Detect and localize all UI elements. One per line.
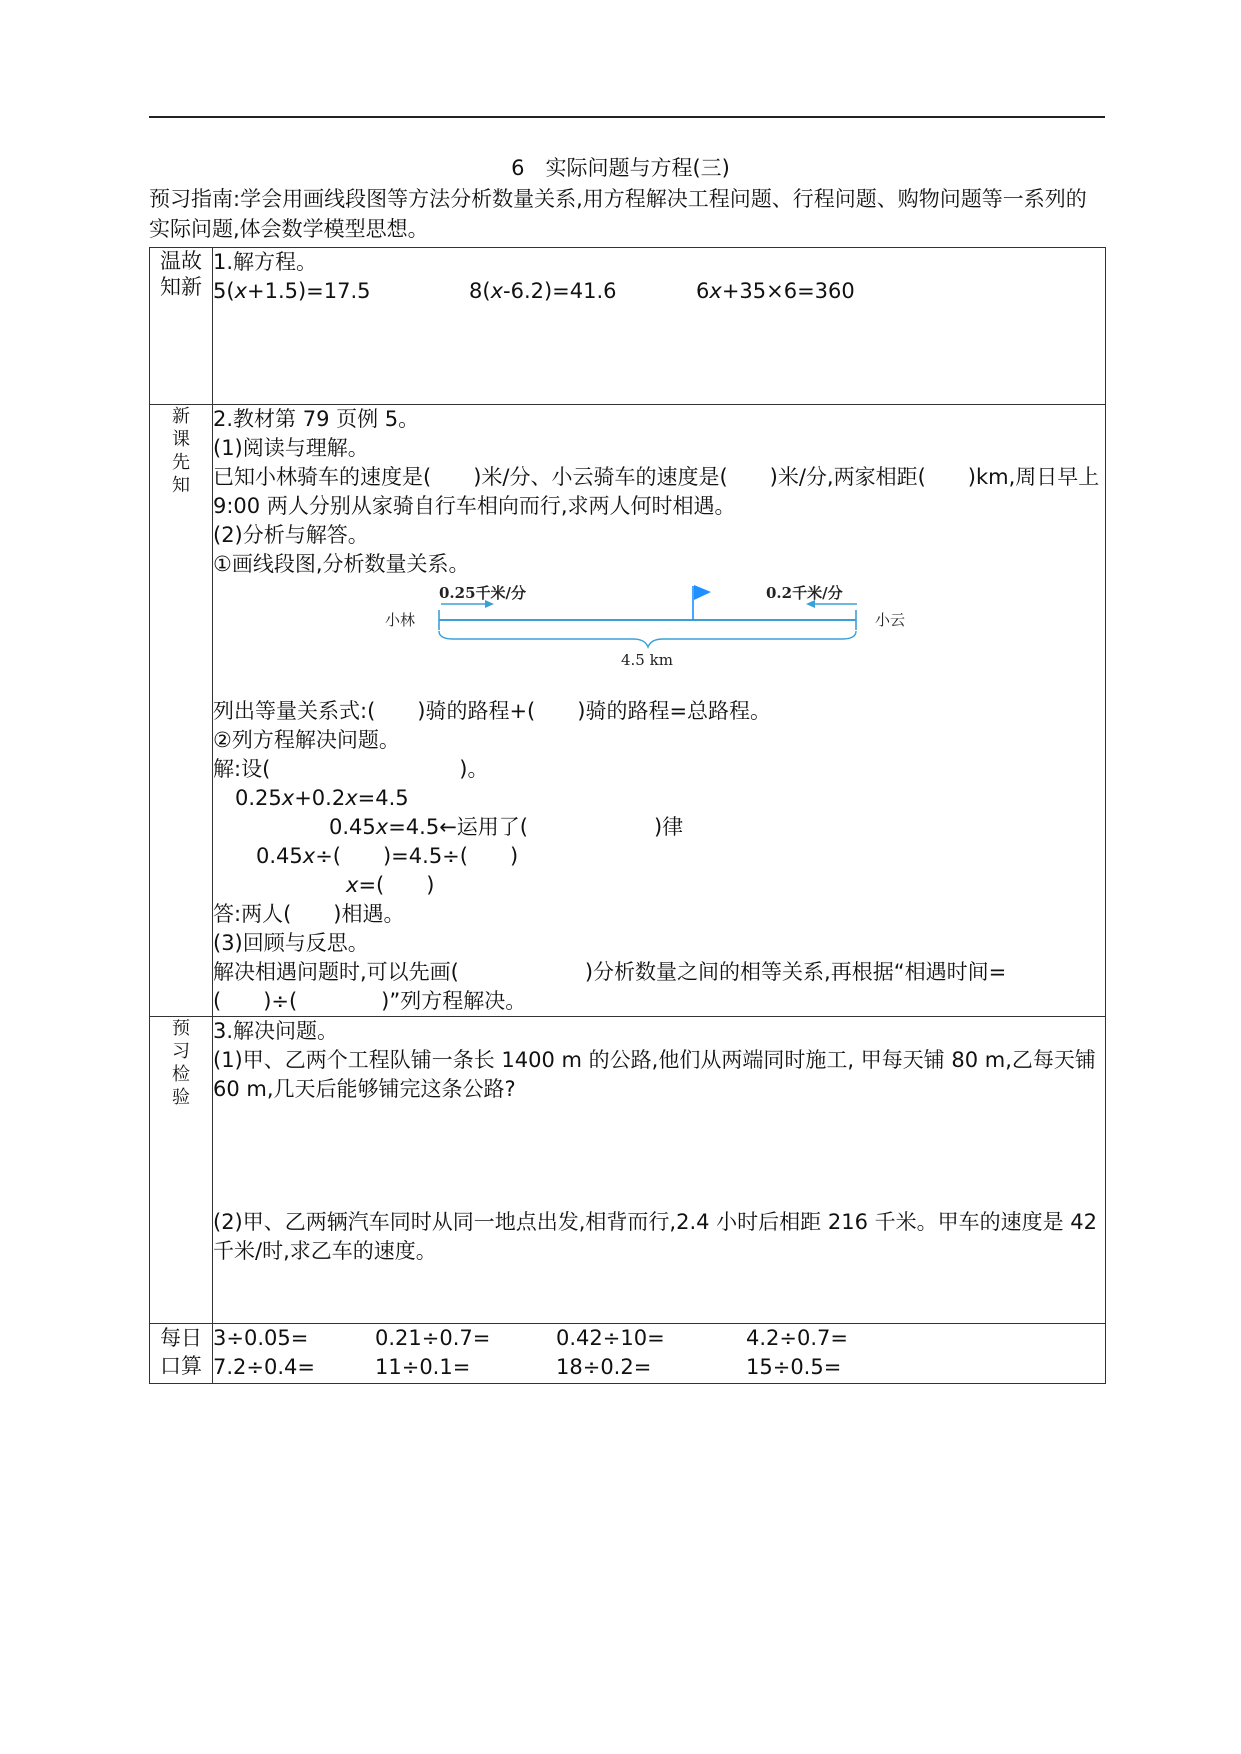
- check-heading: 3.解决问题。: [213, 1019, 339, 1043]
- check-label: 预 习 检 验: [150, 1017, 213, 1324]
- review-label: 温故 知新: [150, 248, 213, 405]
- oral-item: 7.2÷0.4=: [213, 1355, 315, 1379]
- reflection-text: 解决相遇问题时,可以先画( )分析数量之间的相等关系,再根据“相遇时间=( )÷( )”列方程解决。: [213, 960, 1007, 1013]
- let-statement: 解:设( )。: [213, 757, 489, 781]
- review-heading: 1.解方程。: [213, 250, 318, 274]
- flag-icon: [694, 585, 711, 600]
- step-1-text: ①画线段图,分析数量关系。: [213, 552, 470, 576]
- total-brace: [439, 631, 856, 647]
- part-1-heading: (1)阅读与理解。: [213, 436, 369, 460]
- part-2-heading: (2)分析与解答。: [213, 523, 369, 547]
- oral-content: [213, 1324, 1106, 1384]
- equation-2: 8(x-6.2)=41.6: [469, 279, 617, 303]
- solution-step-4: x=( ): [346, 873, 435, 897]
- known-conditions: 已知小林骑车的速度是( )米/分、小云骑车的速度是( )米/分,两家相距( )km,周日早上 9:00 两人分别从家骑自行车相向而行,求两人何时相遇。: [213, 465, 1100, 518]
- review-equations: [213, 277, 1105, 306]
- oral-item: 3÷0.05=: [213, 1326, 309, 1350]
- oral-item: 0.42÷10=: [556, 1326, 665, 1350]
- check-content: [213, 1017, 1106, 1324]
- step-2-text: ②列方程解决问题。: [213, 728, 400, 752]
- solution-step-2: 0.45x=4.5←运用了( )律: [329, 815, 684, 839]
- oral-item: 11÷0.1=: [375, 1355, 471, 1379]
- oral-item: 0.21÷0.7=: [375, 1326, 491, 1350]
- oral-item: 4.2÷0.7=: [746, 1326, 848, 1350]
- line-segment-diagram: [213, 579, 1105, 697]
- part-3-heading: (3)回顾与反思。: [213, 931, 369, 955]
- solution-step-3: 0.45x÷( )=4.5÷( ): [256, 844, 519, 868]
- check-row: [150, 1017, 1106, 1324]
- question-1: (1)甲、乙两个工程队铺一条长 1400 m 的公路,他们从两端同时施工, 甲每天铺 80 m,乙每天铺 60 m,几天后能够铺完这条公路?: [213, 1048, 1096, 1101]
- oral-row: [150, 1324, 1106, 1384]
- solution-step-1: 0.25x+0.2x=4.5: [235, 786, 409, 810]
- preview-guide: 预习指南:学会用画线段图等方法分析数量关系,用方程解决工程问题、行程问题、购物问题等一系列的实际问题,体会数学模型思想。: [149, 187, 1087, 241]
- oral-label: 每日 口算: [150, 1324, 213, 1384]
- diagram-right-speed: 0.2千米/分: [766, 584, 843, 602]
- oral-row-2: [213, 1353, 1105, 1382]
- relation-text: 列出等量关系式:( )骑的路程+( )骑的路程=总路程。: [213, 699, 772, 723]
- question-2: (2)甲、乙两辆汽车同时从同一地点出发,相背而行,2.4 小时后相距 216 千米。甲车的速度是 42 千米/时,求乙车的速度。: [213, 1210, 1097, 1263]
- oral-row-1: [213, 1324, 1105, 1353]
- oral-item: 18÷0.2=: [556, 1355, 652, 1379]
- diagram-svg: [213, 579, 1113, 669]
- answer-text: 答:两人( )相遇。: [213, 902, 405, 926]
- diagram-left-name: 小林: [385, 611, 416, 629]
- new-lesson-content: [213, 405, 1106, 1017]
- equation-1: 5(x+1.5)=17.5: [213, 279, 371, 303]
- review-row: [150, 248, 1106, 405]
- oral-item: 15÷0.5=: [746, 1355, 842, 1379]
- diagram-total: 4.5 km: [621, 651, 673, 669]
- review-content: [213, 248, 1106, 405]
- diagram-right-name: 小云: [875, 611, 906, 629]
- equation-3: 6x+35×6=360: [696, 279, 855, 303]
- new-lesson-row: [150, 405, 1106, 1017]
- example-heading: 2.教材第 79 页例 5。: [213, 407, 420, 431]
- new-lesson-label: 新 课 先 知: [150, 405, 213, 1017]
- worksheet-table: [149, 247, 1106, 1384]
- question-1-answer-space: [213, 1104, 1105, 1208]
- top-rule: [149, 116, 1105, 118]
- diagram-left-speed: 0.25千米/分: [439, 584, 527, 602]
- page-title: 6 实际问题与方程(三): [511, 156, 730, 180]
